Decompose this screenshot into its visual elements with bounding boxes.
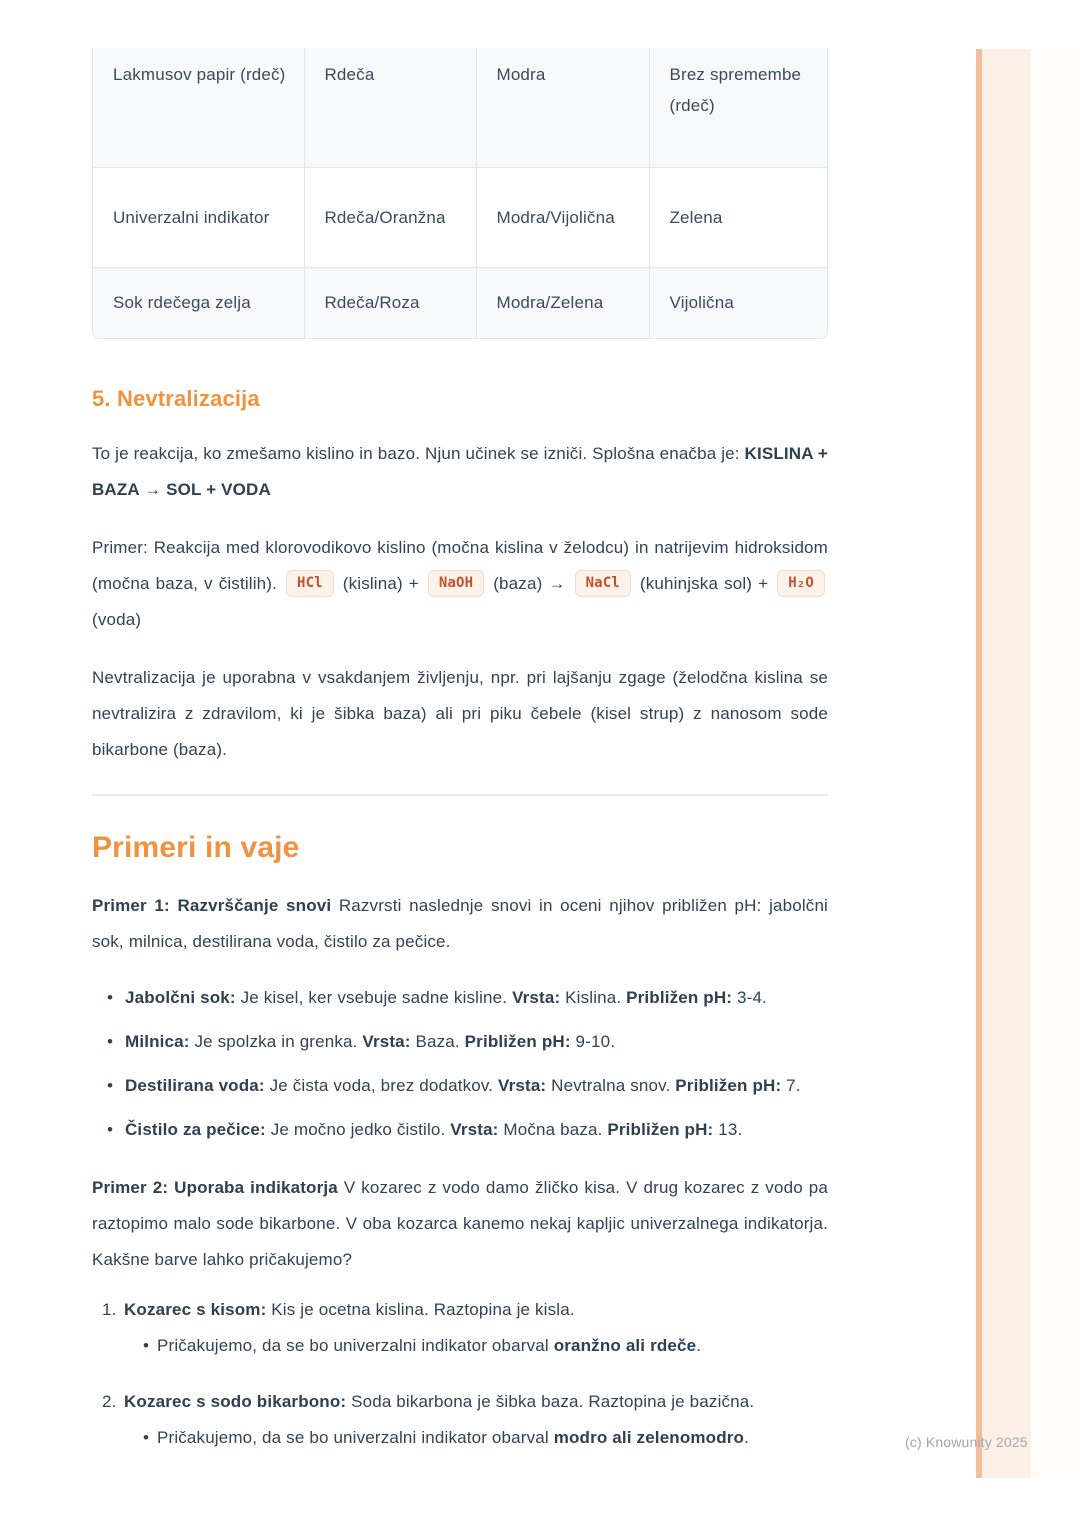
sub-bullet-item: [92, 1328, 828, 1364]
text-span: Je kisel, ker vsebuje sadne kisline.: [235, 988, 513, 1007]
indicator-table-wrapper: [92, 48, 828, 339]
text-span: Je čista voda, brez dodatkov.: [264, 1076, 499, 1095]
indicator-table: [93, 48, 828, 338]
text-span: (voda): [92, 610, 142, 629]
item-content: [124, 1300, 575, 1319]
bold-text: Čistilo za pečice:: [125, 1120, 266, 1139]
list-item: [92, 1024, 828, 1060]
list-item: [92, 980, 828, 1016]
chemical-formula-badge: H₂O: [777, 570, 825, 597]
table-cell: Rdeča/Roza: [304, 267, 476, 338]
text-span: Baza.: [410, 1032, 465, 1051]
bold-text: Jabolčni sok:: [125, 988, 236, 1007]
text-span: Razvrsti naslednje snovi in oceni njihov približen pH: jabolčni sok, milnica, destilirana voda, čistilo za pečice.: [92, 896, 828, 951]
bold-text: modro ali zelenomodro: [553, 1428, 745, 1447]
bold-text: Približen pH:: [464, 1032, 571, 1051]
primer1-list: [92, 980, 828, 1148]
table-cell: Modra: [476, 48, 649, 167]
bold-text: Približen pH:: [675, 1076, 782, 1095]
table-cell: Modra/Zelena: [476, 267, 649, 338]
numbered-item: [92, 1292, 828, 1364]
sub-bullet-item: [92, 1420, 828, 1456]
table-cell: Vijolična: [649, 267, 828, 338]
item-content: [124, 1392, 754, 1411]
list-item: [92, 1112, 828, 1148]
table-cell: Brez spremembe (rdeč): [649, 48, 828, 167]
bold-text: Vrsta:: [450, 1120, 499, 1139]
bold-text: Primer 2: Uporaba indikatorja: [92, 1178, 338, 1197]
numbered-item-text: [92, 1384, 828, 1420]
list-item: [92, 1068, 828, 1104]
text-span: 9-10.: [570, 1032, 616, 1051]
bold-text: Vrsta:: [362, 1032, 411, 1051]
bold-text: Kozarec s kisom:: [124, 1300, 267, 1319]
text-span: .: [744, 1428, 749, 1447]
text-span: Pričakujemo, da se bo univerzalni indikator obarval: [157, 1336, 554, 1355]
numbered-item-text: [92, 1292, 828, 1328]
copyright-text: (c) Knowunity 2025: [905, 1434, 1028, 1450]
primer2-list: [92, 1292, 828, 1456]
text-span: 13.: [713, 1120, 743, 1139]
bold-text: Kozarec s sodo bikarbono:: [124, 1392, 347, 1411]
table-row: [93, 267, 828, 338]
text-span: Soda bikarbona je šibka baza. Raztopina je bazična.: [346, 1392, 755, 1411]
text-span: (kislina) +: [336, 574, 425, 593]
page-title-primeri-in-vaje: Primeri in vaje: [92, 831, 300, 864]
document-content: [92, 48, 828, 1476]
paragraph-definition: [92, 436, 828, 508]
bold-text: Vrsta:: [498, 1076, 547, 1095]
item-number: 2.: [102, 1392, 117, 1411]
text-span: To je reakcija, ko zmešamo kislino in bazo. Njun učinek se izniči. Splošna enačba je:: [92, 444, 745, 463]
text-span: Pričakujemo, da se bo univerzalni indikator obarval: [157, 1428, 554, 1447]
section-divider: [92, 794, 828, 796]
table-cell: Rdeča/Oranžna: [304, 167, 476, 267]
table-cell: Zelena: [649, 167, 828, 267]
bold-text: Približen pH:: [626, 988, 733, 1007]
bold-text: Primer 1: Razvrščanje snovi: [92, 896, 332, 915]
text-span: 7.: [781, 1076, 801, 1095]
text-span: Nevtralna snov.: [546, 1076, 676, 1095]
text-span: (kuhinjska sol) +: [633, 574, 775, 593]
text-span: Močna baza.: [498, 1120, 608, 1139]
table-row: [93, 167, 828, 267]
text-span: Je močno jedko čistilo.: [265, 1120, 451, 1139]
page-right-gutter: [1031, 49, 1080, 1478]
text-span: Je spolzka in grenka.: [189, 1032, 363, 1051]
bold-text: oranžno ali rdeče: [553, 1336, 697, 1355]
bold-text: Milnica:: [125, 1032, 190, 1051]
table-cell: Rdeča: [304, 48, 476, 167]
text-span: Kis je ocetna kislina. Raztopina je kisla.: [266, 1300, 575, 1319]
text-span: Nevtralizacija je uporabna v vsakdanjem življenju, npr. pri lajšanju zgage (želodčna kislina se nevtralizira z zdravilom, ki je šibka baza) ali pri piku čebele (kisel strup) z nanosom sode bikarbone (baza).: [92, 668, 828, 759]
chemical-formula-badge: NaCl: [575, 570, 631, 597]
table-cell: Sok rdečega zelja: [93, 267, 304, 338]
paragraph-primer1-intro: [92, 888, 828, 960]
table-row: [93, 48, 828, 167]
paragraph-everyday-use: [92, 660, 828, 768]
bold-text: KISLINA + BAZA → SOL + VODA: [92, 444, 828, 499]
text-span: .: [696, 1336, 702, 1355]
chemical-formula-badge: HCl: [286, 570, 334, 597]
paragraph-example-reaction: [92, 530, 828, 638]
text-span: 3-4.: [732, 988, 767, 1007]
text-span: Kislina.: [560, 988, 627, 1007]
section-heading-nevtralizacija: 5. Nevtralizacija: [92, 386, 260, 411]
bold-text: Približen pH:: [607, 1120, 714, 1139]
watermark-side-band: [976, 49, 1031, 1478]
text-span: V kozarec z vodo damo žličko kisa. V drug kozarec z vodo pa raztopimo malo sode bikarbone. V oba kozarca kanemo nekaj kapljic univerzalnega indikatorja. Kakšne barve lahko pričakujemo?: [92, 1178, 828, 1269]
bold-text: Vrsta:: [512, 988, 561, 1007]
bold-text: Destilirana voda:: [125, 1076, 265, 1095]
text-span: Primer: Reakcija med klorovodikovo kislino (močna kislina v želodcu) in natrijevim hidroksidom (močna baza, v čistilih).: [92, 538, 828, 593]
table-cell: Lakmusov papir (rdeč): [93, 48, 304, 167]
text-span: (baza) →: [487, 574, 572, 593]
numbered-item: [92, 1384, 828, 1456]
table-cell: Univerzalni indikator: [93, 167, 304, 267]
table-cell: Modra/Vijolična: [476, 167, 649, 267]
item-number: 1.: [102, 1300, 117, 1319]
chemical-formula-badge: NaOH: [428, 570, 484, 597]
paragraph-primer2-intro: [92, 1170, 828, 1278]
